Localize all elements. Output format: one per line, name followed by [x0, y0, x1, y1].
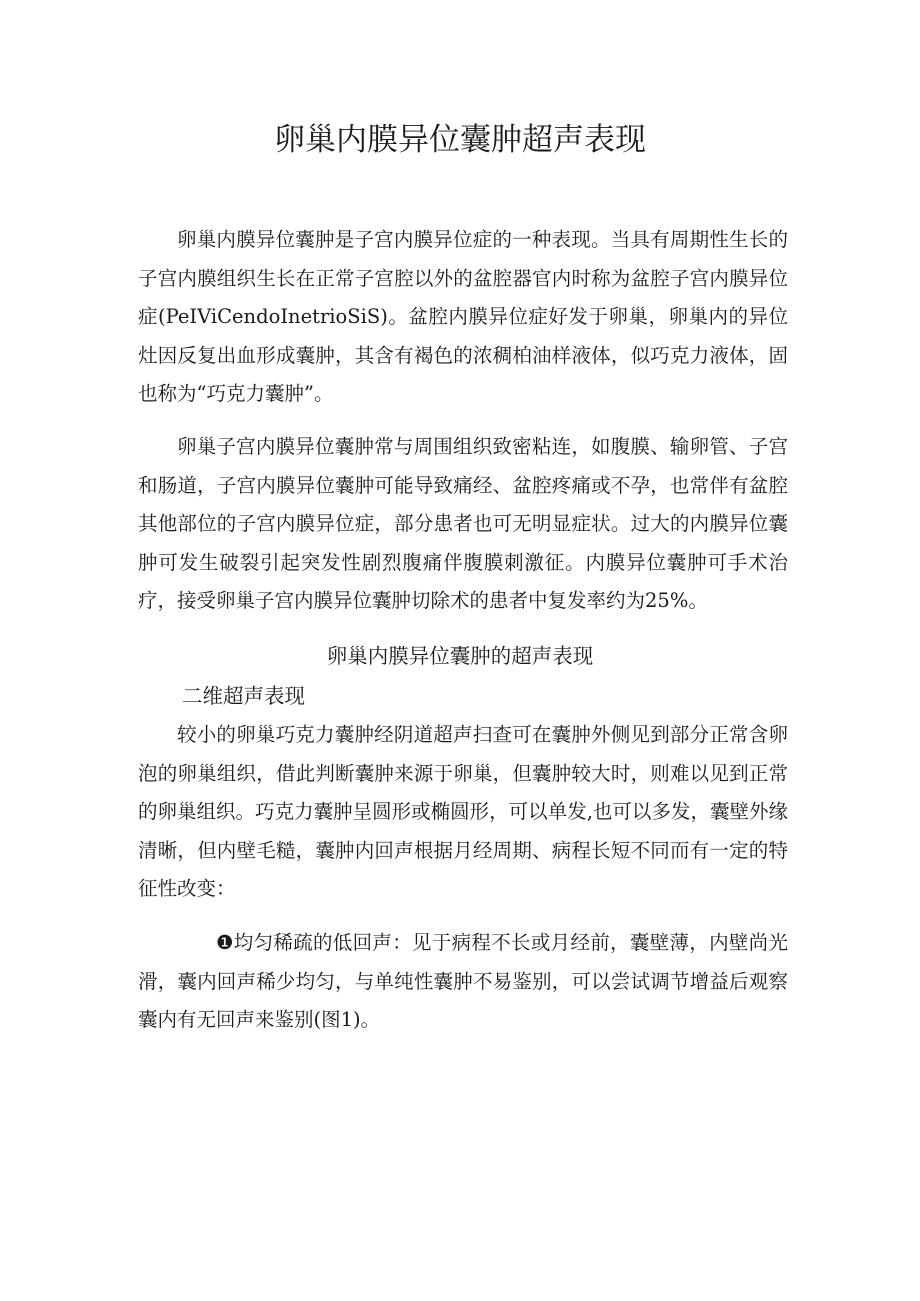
bullet-marker: ❶	[216, 931, 234, 954]
intro-paragraph: 卵巢内膜异位囊肿是子宫内膜异位症的一种表现。当具有周期性生长的子宫内膜组织生长在正常子宫腔以外的盆腔器官内时称为盆腔子宫内膜异位症(PeIViCendoInetrioSiS)。盆腔内膜异位症好发于卵巢，卵巢内的异位灶因反复出血形成囊肿，其含有褐色的浓稠柏油样液体，似巧克力液体，固也称为“巧克力囊肿”。	[138, 228, 788, 405]
bullet-text: 均匀稀疏的低回声：见于病程不长或月经前，囊壁薄，内壁尚光滑，囊内回声稀少均匀，与单纯性囊肿不易鉴别，可以尝试调节增益后观察囊内有无回声来鉴别(图1)。	[138, 931, 788, 1031]
symptoms-paragraph: 卵巢子宫内膜异位囊肿常与周围组织致密粘连，如腹膜、输卵管、子宫和肠道，子宫内膜异位囊肿可能导致痛经、盆腔疼痛或不孕，也常伴有盆腔其他部位的子宫内膜异位症，部分患者也可无明显症状。过大的内膜异位囊肿可发生破裂引起突发性剧烈腹痛伴腹膜刺激征。内膜异位囊肿可手术治疗，接受卵巢子宫内膜异位囊肿切除术的患者中复发率约为25%。	[138, 435, 788, 612]
page-title: 卵巢内膜异位囊肿超声表现	[274, 122, 646, 158]
bullet-item	[138, 924, 788, 1040]
section-heading: 卵巢内膜异位囊肿的超声表现	[326, 644, 594, 668]
ultrasound-paragraph: 较小的卵巢巧克力囊肿经阴道超声扫查可在囊肿外侧见到部分正常含卵泡的卵巢组织，借此判断囊肿来源于卵巢，但囊肿较大时，则难以见到正常的卵巢组织。巧克力囊肿呈圆形或椭圆形，可以单发,也可以多发，囊壁外缘清晰，但内壁毛糙，囊肿内回声根据月经周期、病程长短不同而有一定的特征性改变：	[138, 723, 788, 900]
sub-heading: 二维超声表现	[182, 684, 305, 708]
